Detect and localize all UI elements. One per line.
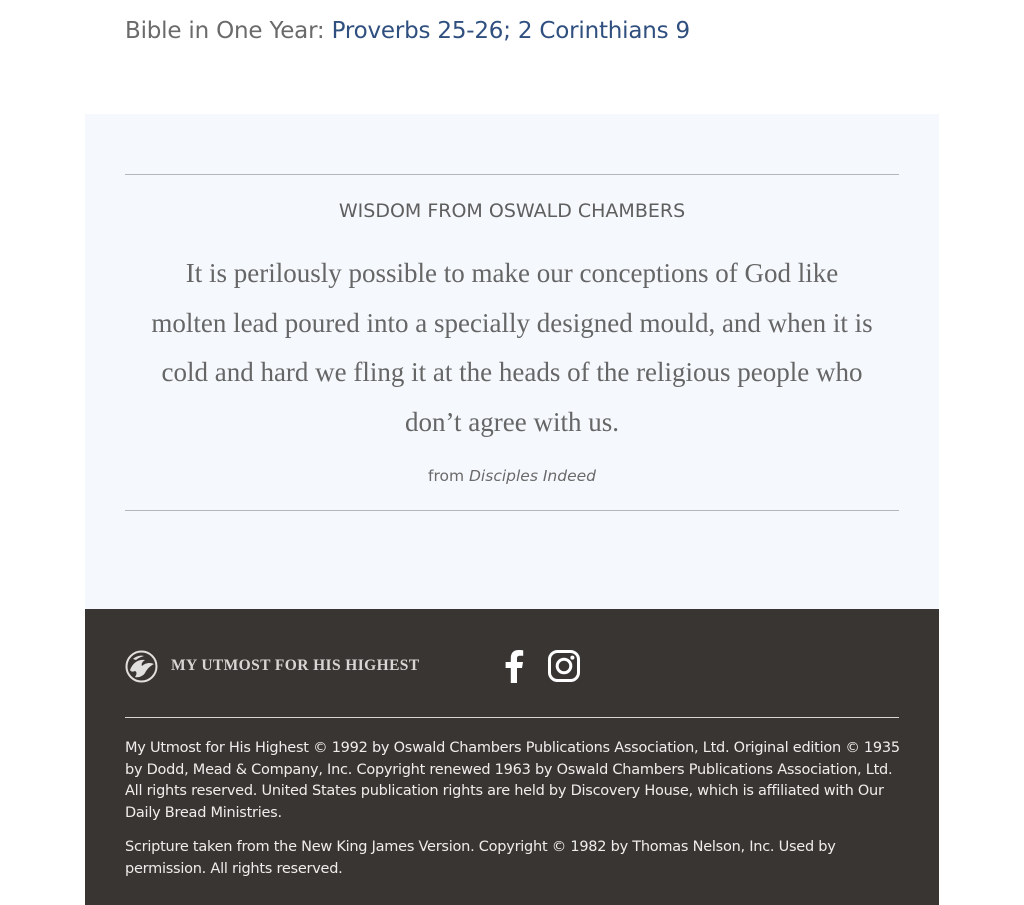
- wisdom-quote: It is perilously possible to make our conceptions of God like molten lead poured into a specially designed mould, and when it is cold and hard we fling it at the heads of the religious people who don’t agree with us.: [151, 258, 873, 437]
- globe-dove-logo: [125, 650, 158, 683]
- scripture-notice: Scripture taken from the New King James Version. Copyright © 1982 by Thomas Nelson, Inc. Used by permission. All rights reserved.: [125, 839, 836, 877]
- facebook-link[interactable]: [503, 649, 525, 683]
- wisdom-heading: WISDOM FROM OSWALD CHAMBERS: [338, 200, 686, 222]
- social-links: [503, 649, 581, 683]
- site-footer: [85, 609, 939, 905]
- wisdom-top-divider: [125, 174, 899, 175]
- bible-in-one-year-label: Bible in One Year:: [125, 18, 332, 44]
- footer-divider: [125, 717, 899, 718]
- wisdom-bottom-divider: [125, 510, 899, 511]
- facebook-icon: [503, 649, 525, 683]
- wisdom-source: [85, 467, 939, 485]
- brand-name: MY UTMOST FOR HIS HIGHEST: [171, 657, 420, 674]
- bible-in-one-year: [125, 18, 690, 44]
- instagram-link[interactable]: [547, 649, 581, 683]
- instagram-icon: [547, 649, 581, 683]
- wisdom-section: [85, 114, 939, 609]
- wisdom-source-prefix: from: [428, 467, 469, 485]
- wisdom-source-title: Disciples Indeed: [469, 467, 596, 485]
- brand-home-link[interactable]: [125, 649, 420, 683]
- copyright-notice: My Utmost for His Highest © 1992 by Oswald Chambers Publications Association, Ltd. Original edition © 1935 by Dodd, Mead & Company, Inc. Copyright renewed 1963 by Oswald Chambers Publications Association, Ltd. All rights reserved. United States publication rights are held by Discovery House, which is affiliated with Our Daily Bread Ministries.: [125, 740, 900, 821]
- bible-passages-link[interactable]: Proverbs 25-26; 2 Corinthians 9: [331, 18, 690, 44]
